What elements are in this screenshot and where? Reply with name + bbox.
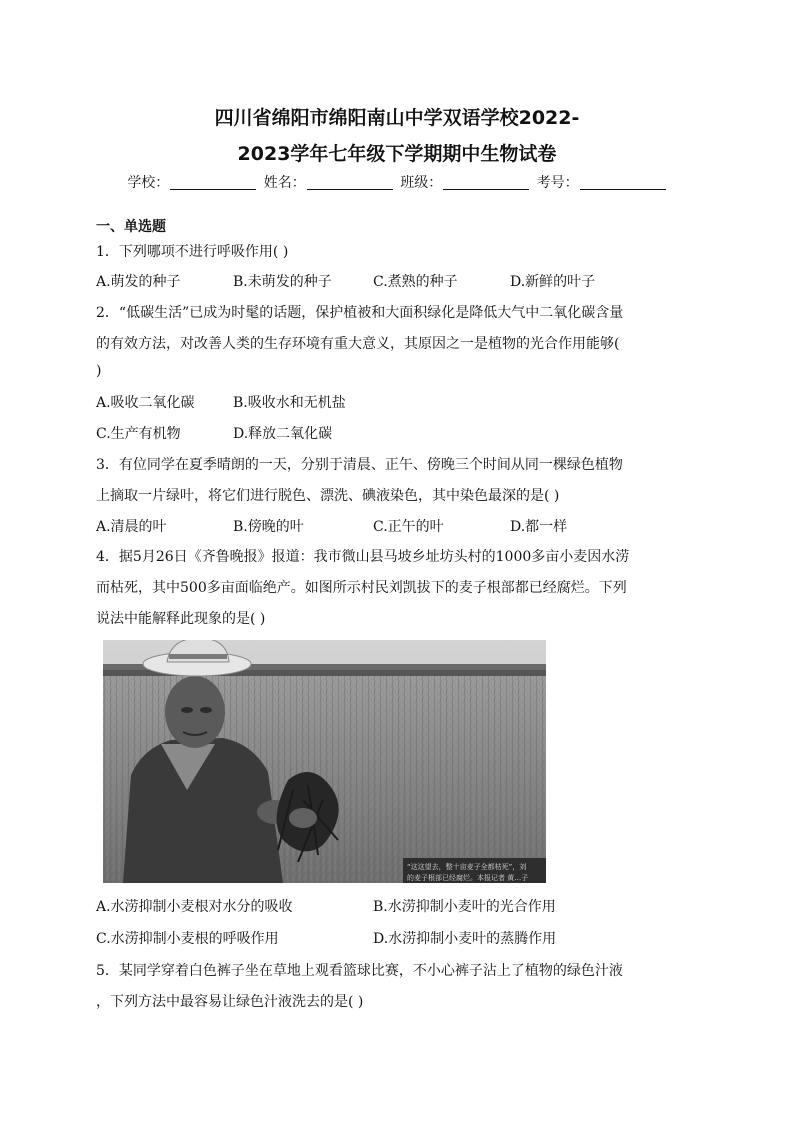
q3-stem-line-2: 上摘取一片绿叶，将它们进行脱色、漂洗、碘液染色，其中染色最深的是( ) <box>96 488 560 504</box>
farmer-wheat-photo-drawing <box>103 640 546 883</box>
farmer-wheat-photo <box>103 640 546 883</box>
q2-option-b: B.吸收水和无机盐 <box>233 395 346 411</box>
q1-option-b: B.未萌发的种子 <box>233 274 332 290</box>
name-blank <box>307 175 393 190</box>
q3-option-d: D.都一样 <box>510 519 568 535</box>
q4-option-b: B.水涝抑制小麦叶的光合作用 <box>373 899 556 915</box>
exam-number-label: 考号： <box>536 175 579 191</box>
photo-caption-line-1: “这这望去，整十亩麦子全都枯死”，刘 <box>407 863 527 871</box>
q2-option-a: A.吸收二氧化碳 <box>96 395 195 411</box>
q2-option-d: D.释放二氧化碳 <box>233 426 333 442</box>
class-blank <box>443 175 529 190</box>
q3-option-a: A.清晨的叶 <box>96 519 167 535</box>
q2-stem-line-2: 的有效方法，对改善人类的生存环境有重大意义，其原因之一是植物的光合作用能够( <box>96 336 620 352</box>
student-info-row <box>0 172 794 192</box>
q2-option-c: C.生产有机物 <box>96 426 181 442</box>
name-label: 姓名： <box>263 175 306 191</box>
q4-stem-line-3: 说法中能解释此现象的是( ) <box>96 611 266 627</box>
q3-stem-line-1: 3．有位同学在夏季晴朗的一天，分别于清晨、正午、傍晚三个时间从同一棵绿色植物 <box>96 457 623 473</box>
q1-option-d: D.新鲜的叶子 <box>510 274 596 290</box>
q4-option-c: C.水涝抑制小麦根的呼吸作用 <box>96 931 279 947</box>
q3-option-c: C.正午的叶 <box>373 519 444 535</box>
exam-title-line-1: 四川省绵阳市绵阳南山中学双语学校2022- <box>214 107 580 129</box>
exam-number-blank <box>580 175 666 190</box>
q4-option-a: A.水涝抑制小麦根对水分的吸收 <box>96 899 293 915</box>
photo-caption-line-2: 的麦子根部已经腐烂。本报记者 黄…子 <box>407 874 529 882</box>
school-label: 学校： <box>127 175 170 191</box>
q1-option-a: A.萌发的种子 <box>96 274 181 290</box>
q2-stem-line-1: 2．“低碳生活”已成为时髦的话题，保护植被和大面积绿化是降低大气中二氧化碳含量 <box>96 305 624 321</box>
q3-option-b: B.傍晚的叶 <box>233 519 304 535</box>
q4-stem-line-2: 而枯死，其中500多亩面临绝产。如图所示村民刘凯拔下的麦子根部都已经腐烂。下列 <box>96 580 627 596</box>
school-blank <box>170 175 256 190</box>
section-heading: 一、单选题 <box>96 219 166 235</box>
q5-stem-line-1: 5．某同学穿着白色裤子坐在草地上观看篮球比赛，不小心裤子沾上了植物的绿色汁液 <box>96 963 623 979</box>
class-label: 班级： <box>400 175 443 191</box>
q1-stem: 1．下列哪项不进行呼吸作用( ) <box>96 244 289 260</box>
q5-stem-line-2: ，下列方法中最容易让绿色汁液洗去的是( ) <box>96 994 364 1010</box>
q2-stem-line-3: ) <box>96 363 102 379</box>
q1-option-c: C.煮熟的种子 <box>373 274 458 290</box>
exam-title-line-2: 2023学年七年级下学期期中生物试卷 <box>237 143 557 165</box>
q4-stem-line-1: 4．据5月26日《齐鲁晚报》报道：我市微山县马坡乡址坊头村的1000多亩小麦因水涝 <box>96 549 630 565</box>
q4-option-d: D.水涝抑制小麦叶的蒸腾作用 <box>373 931 557 947</box>
